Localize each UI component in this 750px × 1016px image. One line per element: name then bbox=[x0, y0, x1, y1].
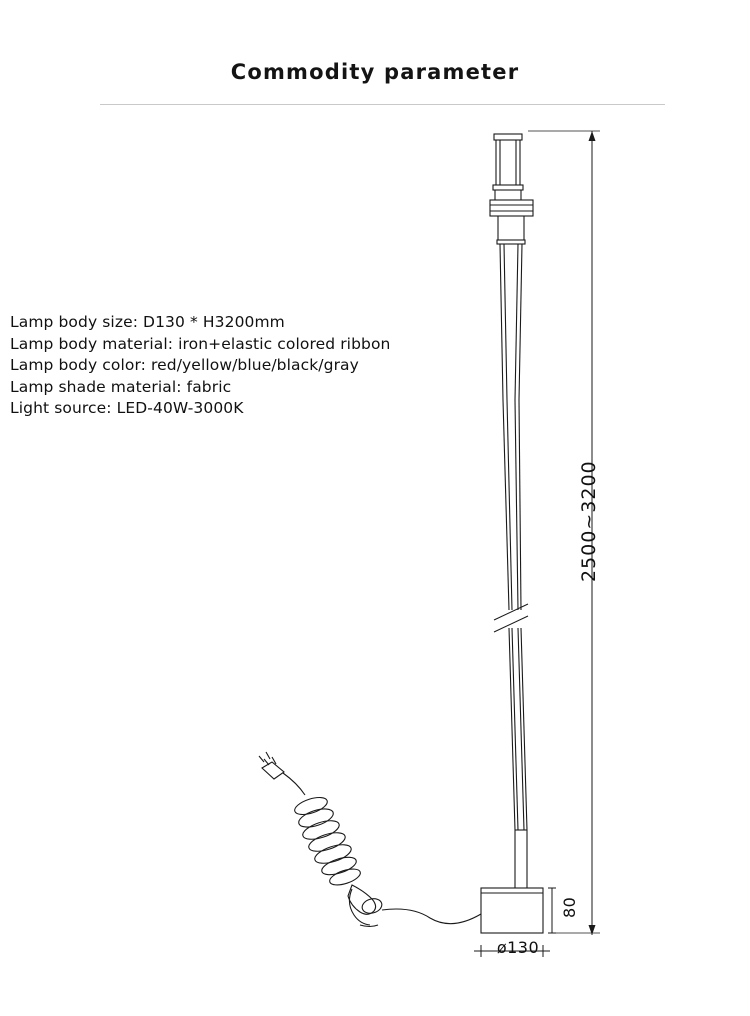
plug-icon bbox=[259, 752, 284, 779]
page-title: Commodity parameter bbox=[230, 60, 520, 84]
spec-line-light-source: Light source: LED-40W-3000K bbox=[10, 399, 244, 417]
lamp-base bbox=[481, 888, 543, 933]
base-height-dimension bbox=[548, 888, 556, 933]
spec-line-shade-material: Lamp shade material: fabric bbox=[10, 377, 232, 396]
spec-line-size: Lamp body size: D130 * H3200mm bbox=[10, 313, 285, 331]
power-cord-assembly bbox=[259, 752, 481, 927]
base-height-label: 80 bbox=[560, 896, 579, 918]
lamp-lower-stem bbox=[515, 830, 527, 888]
coiled-cord bbox=[293, 794, 363, 888]
spec-line-body-color: Lamp body color: red/yellow/blue/black/gray bbox=[10, 356, 359, 374]
lamp-top-shade bbox=[493, 134, 523, 190]
height-dimension-value: 2500~3200 bbox=[578, 460, 600, 582]
base-diameter-label: ø130 bbox=[496, 938, 540, 957]
height-dimension-label bbox=[578, 338, 600, 582]
lamp-upper-tube bbox=[497, 216, 525, 400]
lamp-upper-collar bbox=[490, 190, 533, 216]
lamp-ribbon-body bbox=[494, 400, 528, 830]
foot-switch bbox=[348, 885, 383, 927]
spec-line-body-material: Lamp body material: iron+elastic colored ribbon bbox=[10, 334, 391, 353]
